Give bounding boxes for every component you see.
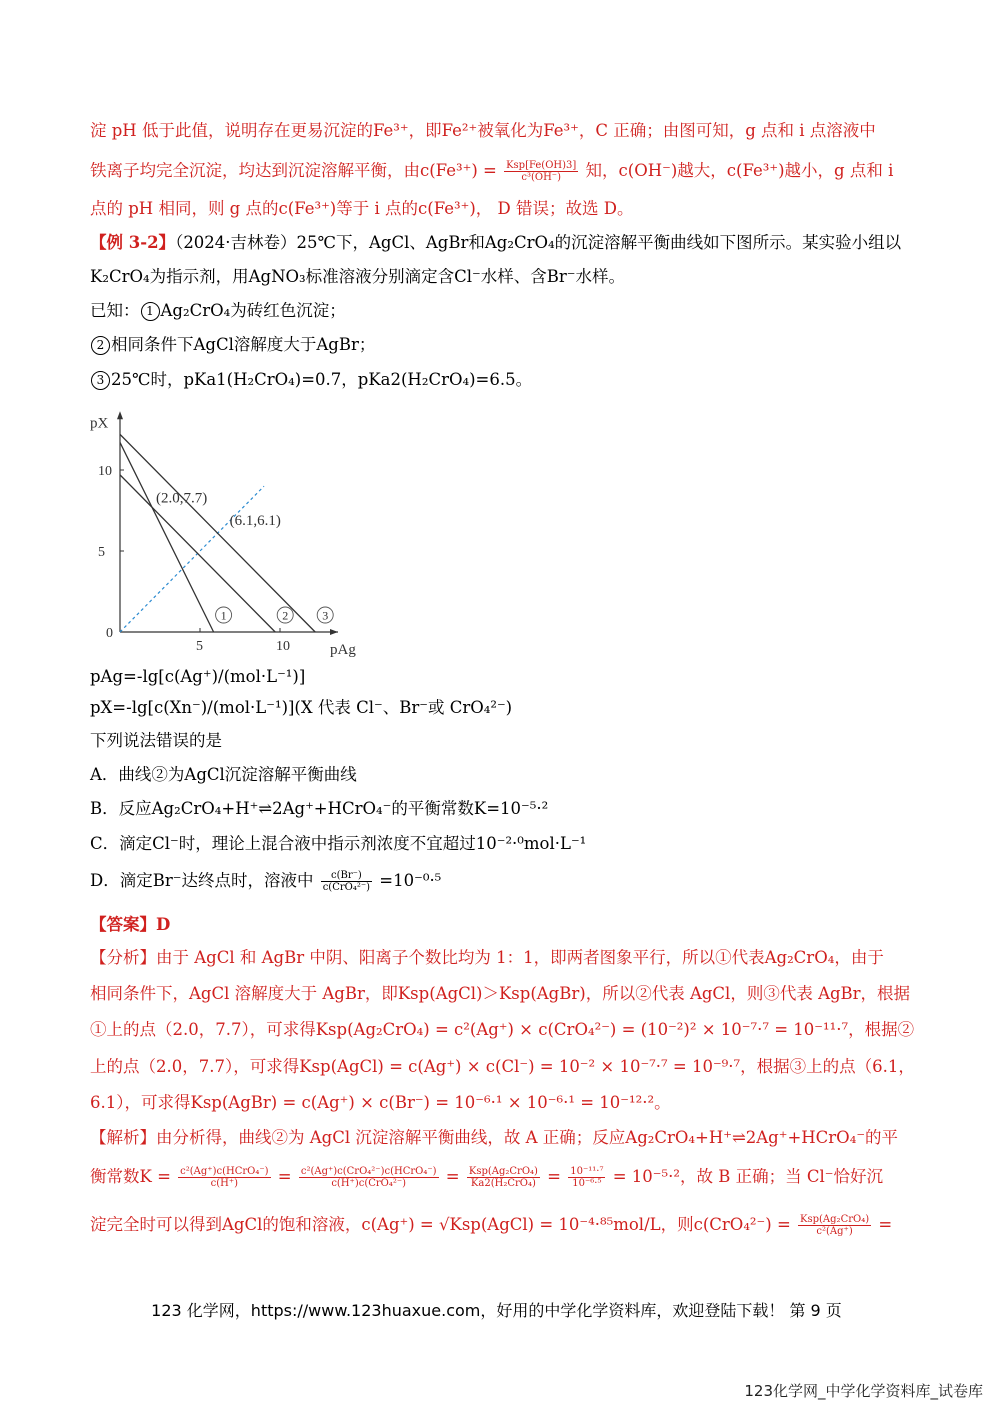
series-label-2: 2 [282, 608, 289, 623]
text-line [90, 160, 893, 183]
answer: 【答案】D [90, 915, 171, 934]
known-2: 相同条件下AgCl溶解度大于AgBr； [111, 335, 376, 354]
known-line [90, 300, 346, 322]
watermark: 123化学网_中学化学资料库_试卷库 [744, 1382, 983, 1400]
analysis-line: 上的点（2.0，7.7），可求得Ksp(AgCl) = c(Ag⁺) × c(Cl⁻) = 10⁻² × 10⁻⁷·⁷ = 10⁻⁹·⁷，根据③上的点（6.1， [90, 1057, 915, 1076]
explanation-line: 【解析】由分析得，曲线②为 AgCl 沉淀溶解平衡曲线，故 A 正确；反应Ag₂CrO₄+H⁺⇌2Ag⁺+HCrO₄⁻的平 [90, 1128, 899, 1147]
fraction-denominator: c³(OH⁻) [521, 172, 561, 183]
annotation-point: (2.0,7.7) [156, 490, 208, 507]
explanation-line: 衡常数K = $\frac{\text{c²(Ag⁺)c(HCrO₄⁻)}}{c(H^+)}$ = $\frac{\text{c²(Ag⁺)c(CrO₄²⁻)c(HCrO₄⁻)}}{\text{c(H⁺)c(CrO₄²⁻)}}$ = $\frac{\text{Ksp(Ag₂CrO₄)}}{\text{Ka2(H₂CrO₄)}}$ = $\frac{\text{10⁻¹¹·⁷}}{\text{10⁻⁶·⁵}}$ = 10⁻⁵·²，故 B 正确；当 Cl⁻恰好沉 [90, 1166, 883, 1189]
y-tick-label: 10 [98, 464, 112, 479]
known-1: Ag₂CrO₄为砖红色沉淀； [160, 301, 346, 320]
option-b: B．反应Ag₂CrO₄+H⁺⇌2Ag⁺+HCrO₄⁻的平衡常数K=10⁻⁵·² [90, 799, 549, 818]
option-d-prefix: D．滴定Br⁻达终点时，溶液中 [90, 871, 314, 890]
example-intro: （2024·吉林卷）25℃下，AgCl、AgBr和Ag₂CrO₄的沉淀溶解平衡曲线如下图所示。某实验小组以 [175, 233, 902, 252]
known-line [90, 334, 375, 356]
text-segment: 淀完全时可以得到AgCl的饱和溶液，c(Ag⁺) = √Ksp(AgCl) = 10⁻⁴·⁸⁵mol/L，则c(CrO₄²⁻) = [90, 1215, 791, 1234]
x-tick-label: 5 [196, 639, 203, 654]
y-axis-arrow [117, 411, 123, 419]
text-segment: 知，c(OH⁻)越大，c(Fe³⁺)越小，g 点和 i [585, 161, 894, 180]
explanation-line: 淀完全时可以得到AgCl的饱和溶液，c(Ag⁺) = √Ksp(AgCl) = 10⁻⁴·⁸⁵mol/L，则c(CrO₄²⁻) = $\frac{\text{Ksp(Ag₂CrO₄)}}{\text{c²(Ag⁺)}}$ = [90, 1214, 893, 1237]
fraction [321, 870, 372, 893]
annotation-point: (6.1,6.1) [229, 513, 281, 530]
series-line-3 [120, 434, 315, 632]
analysis-line: 6.1），可求得Ksp(AgBr) = c(Ag⁺) × c(Br⁻) = 10⁻⁶·¹ × 10⁻⁶·¹ = 10⁻¹²·²。 [90, 1093, 671, 1112]
circle-2: 2 [91, 336, 110, 355]
example-intro-line [90, 232, 901, 254]
y-tick-label: 5 [98, 545, 105, 560]
question-stem: 下列说法错误的是 [90, 731, 222, 750]
definition-px: pX=-lg[c(Xn⁻)/(mol·L⁻¹)](X 代表 Cl⁻、Br⁻或 CrO₄²⁻) [90, 698, 513, 717]
origin-label: 0 [106, 626, 113, 641]
fraction: $\frac{\text{Ksp(Ag₂CrO₄)}}{\text{Ka2(H₂CrO₄)}}$ [468, 1166, 538, 1189]
text-segment: 衡常数K = [90, 1167, 171, 1186]
x-axis-arrow [330, 629, 338, 635]
text-line: 点的 pH 相同，则 g 点的c(Fe³⁺)等于 i 点的c(Fe³⁺)， D 错误；故选 D。 [90, 199, 634, 218]
analysis-line: 【分析】由于 AgCl 和 AgBr 中阴、阳离子个数比均为 1：1，即两者图象平行，所以①代表Ag₂CrO₄，由于 [90, 948, 884, 967]
option-c: C．滴定Cl⁻时，理论上混合液中指示剂浓度不宜超过10⁻²·⁰mol·L⁻¹ [90, 834, 587, 853]
equilibrium-chart [88, 400, 378, 660]
fraction: $\frac{\text{Ksp(Ag₂CrO₄)}}{\text{c²(Ag⁺)}}$ [800, 1214, 870, 1237]
option-d-suffix: =10⁻⁰·⁵ [379, 871, 442, 890]
known-label: 已知： [90, 301, 140, 320]
x-tick-label: 10 [276, 639, 290, 654]
example-tag: 【例 3-2】 [90, 233, 176, 252]
text-line: 淀 pH 低于此值，说明存在更易沉淀的Fe³⁺，即Fe²⁺被氧化为Fe³⁺，C 正确；由图可知，g 点和 i 点溶液中 [90, 121, 876, 140]
analysis-line: ①上的点（2.0，7.7），可求得Ksp(Ag₂CrO₄) = c²(Ag⁺) × c(CrO₄²⁻) = (10⁻²)² × 10⁻⁷·⁷ = 10⁻¹¹·⁷，根据② [90, 1020, 915, 1039]
series-label-1: 1 [220, 608, 227, 623]
fraction: $\frac{\text{10⁻¹¹·⁷}}{\text{10⁻⁶·⁵}}$ [570, 1166, 604, 1189]
definition-pag: pAg=-lg[c(Ag⁺)/(mol·L⁻¹)] [90, 667, 306, 686]
fraction-numerator: c(Br⁻) [321, 870, 372, 882]
option-d [90, 870, 441, 893]
example-intro-line: K₂CrO₄为指示剂，用AgNO₃标准溶液分别滴定含Cl⁻水样、含Br⁻水样。 [90, 267, 625, 286]
option-a: A．曲线②为AgCl沉淀溶解平衡曲线 [90, 765, 357, 784]
x-axis-label: pAg [330, 642, 356, 658]
fraction-denominator: c(CrO₄²⁻) [322, 882, 371, 893]
circle-3: 3 [91, 371, 110, 390]
fraction: $\frac{\text{c²(Ag⁺)c(CrO₄²⁻)c(HCrO₄⁻)}}{\text{c(H⁺)c(CrO₄²⁻)}}$ [300, 1166, 437, 1189]
fraction [504, 160, 578, 183]
text-segment: = 10⁻⁵·²，故 B 正确；当 Cl⁻恰好沉 [612, 1167, 883, 1186]
known-3: 25℃时，pKa1(H₂CrO₄)=0.7，pKa2(H₂CrO₄)=6.5。 [111, 370, 533, 389]
series-line-1 [120, 442, 214, 632]
text-segment: 铁离子均完全沉淀，均达到沉淀溶解平衡，由c(Fe³⁺) = [90, 161, 497, 180]
page-footer: 123 化学网，https://www.123huaxue.com，好用的中学化学资料库，欢迎登陆下载！ 第 9 页 [151, 1301, 842, 1320]
circle-1: 1 [141, 302, 160, 321]
y-axis-label: pX [90, 415, 109, 432]
analysis-line: 相同条件下，AgCl 溶解度大于 AgBr，即Ksp(AgCl)＞Ksp(AgBr)，所以②代表 AgCl，则③代表 AgBr，根据 [90, 984, 911, 1003]
known-line [90, 369, 532, 391]
fraction-numerator: Ksp[Fe(OH)3] [506, 160, 577, 171]
series-label-3: 3 [322, 608, 329, 623]
fraction: $\frac{\text{c²(Ag⁺)c(HCrO₄⁻)}}{c(H^+)}$ [180, 1166, 269, 1189]
